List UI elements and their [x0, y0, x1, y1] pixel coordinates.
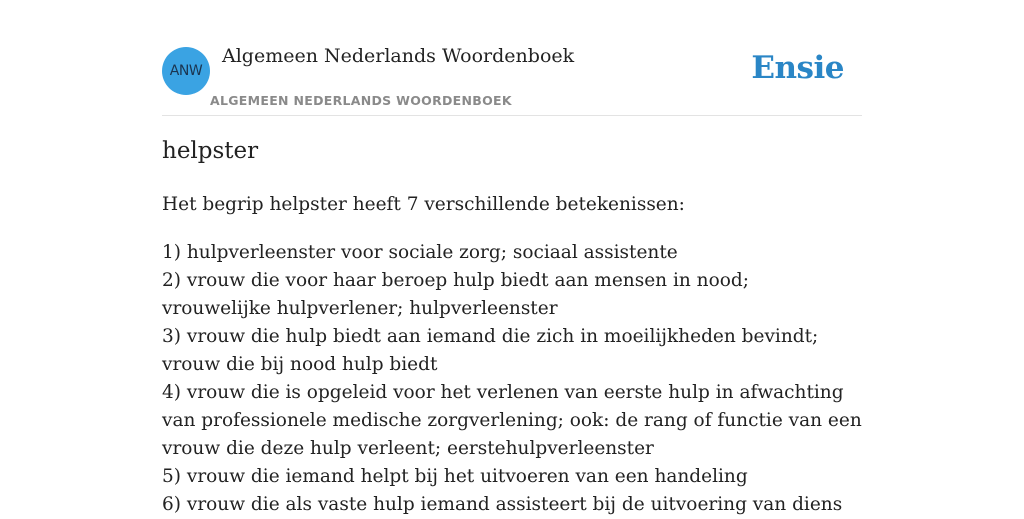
source-title[interactable]: Algemeen Nederlands Woordenboek — [222, 45, 575, 67]
page — [162, 0, 862, 515]
definition-list — [162, 239, 862, 519]
entry-intro: Het begrip helpster heeft 7 verschillende betekenissen: — [162, 194, 685, 215]
definition-item: 5) vrouw die iemand helpt bij het uitvoeren van een handeling — [162, 466, 748, 487]
definition-item: 2) vrouw die voor haar beroep hulp biedt aan mensen in nood; vrouwelijke hulpverlener; hulpverleenster — [162, 270, 749, 319]
definition-item: 6) vrouw die als vaste hulp iemand assisteert bij de uitvoering van diens — [162, 494, 843, 515]
source-logo[interactable]: ANW — [162, 47, 210, 95]
source-subtitle: ALGEMEEN NEDERLANDS WOORDENBOEK — [210, 93, 512, 108]
definition-item: 1) hulpverleenster voor sociale zorg; sociaal assistente — [162, 242, 678, 263]
definition-item: 3) vrouw die hulp biedt aan iemand die zich in moeilijkheden bevindt; vrouw die bij nood hulp biedt — [162, 326, 819, 375]
source-header — [162, 0, 862, 116]
entry-word: helpster — [162, 138, 259, 164]
definition-item: 4) vrouw die is opgeleid voor het verlenen van eerste hulp in afwachting van professionele medische zorgverlening; ook: de rang of functie van een vrouw die deze hulp verleent; eerstehulpverleenster — [162, 382, 862, 459]
ensie-logo-link[interactable]: Ensie — [751, 50, 844, 86]
